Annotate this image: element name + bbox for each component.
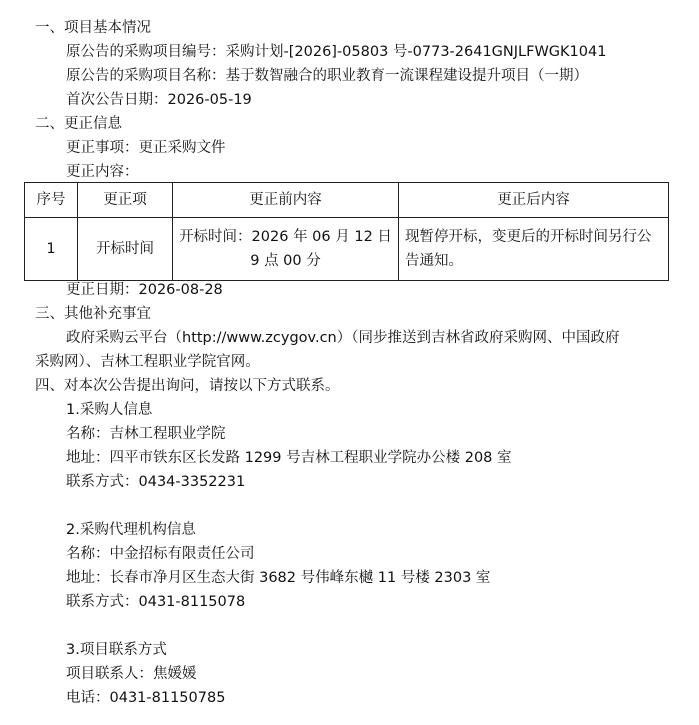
table-header-row	[25, 183, 669, 218]
purchaser-contact: 联系方式：0434-3352231	[66, 474, 246, 490]
project-contact-heading: 3.项目联系方式	[66, 642, 167, 658]
section-3-title: 三、其他补充事宜	[35, 306, 151, 322]
project-contact-phone: 电话：0431-81150785	[66, 690, 226, 706]
agency-name: 名称：中金招标有限责任公司	[66, 546, 255, 562]
cell-amend-item: 开标时间	[78, 218, 173, 281]
section-2-title: 二、更正信息	[35, 116, 122, 132]
header-before-content: 更正前内容	[173, 183, 399, 218]
section-3-body-line-1: 政府采购云平台（http://www.zcygov.cn）（同步推送到吉林省政府采购网、中国政府	[66, 330, 620, 346]
project-contact-person: 项目联系人：焦媛媛	[66, 666, 197, 682]
original-project-number: 原公告的采购项目编号：采购计划-[2026]-05803 号-0773-2641GNJLFWGK1041	[66, 44, 607, 60]
section-4-title: 四、对本次公告提出询问，请按以下方式联系。	[35, 378, 340, 394]
header-serial: 序号	[25, 183, 78, 218]
purchaser-address: 地址：四平市铁东区长发路 1299 号吉林工程职业学院办公楼 208 室	[66, 450, 512, 466]
amendment-content-label: 更正内容：	[66, 164, 139, 180]
cell-after-content	[399, 218, 669, 281]
purchaser-heading: 1.采购人信息	[66, 402, 153, 418]
agency-contact: 联系方式：0431-8115078	[66, 594, 246, 610]
original-project-name: 原公告的采购项目名称：基于数智融合的职业教育一流课程建设提升项目（一期）	[66, 68, 588, 84]
section-1-title: 一、项目基本情况	[35, 20, 151, 36]
first-announcement-date: 首次公告日期：2026-05-19	[66, 92, 252, 108]
before-content-line-1: 开标时间：2026 年 06 月 12 日	[179, 229, 392, 245]
table-row	[25, 218, 669, 281]
after-content-text: 现暂停开标，变更后的开标时间另行公告通知。	[405, 229, 652, 269]
section-3-body-line-2: 采购网）、吉林工程职业学院官网。	[35, 354, 260, 370]
amendment-table	[24, 182, 669, 281]
before-content-line-2: 9 点 00 分	[250, 253, 321, 269]
amendment-item: 更正事项：更正采购文件	[66, 140, 226, 156]
purchaser-name: 名称：吉林工程职业学院	[66, 426, 226, 442]
header-amend-item: 更正项	[78, 183, 173, 218]
agency-address: 地址：长春市净月区生态大街 3682 号伟峰东樾 11 号楼 2303 室	[66, 570, 491, 586]
agency-heading: 2.采购代理机构信息	[66, 522, 196, 538]
cell-before-content	[173, 218, 399, 281]
amendment-date: 更正日期：2026-08-28	[66, 282, 223, 298]
header-after-content: 更正后内容	[399, 183, 669, 218]
cell-serial: 1	[25, 218, 78, 281]
